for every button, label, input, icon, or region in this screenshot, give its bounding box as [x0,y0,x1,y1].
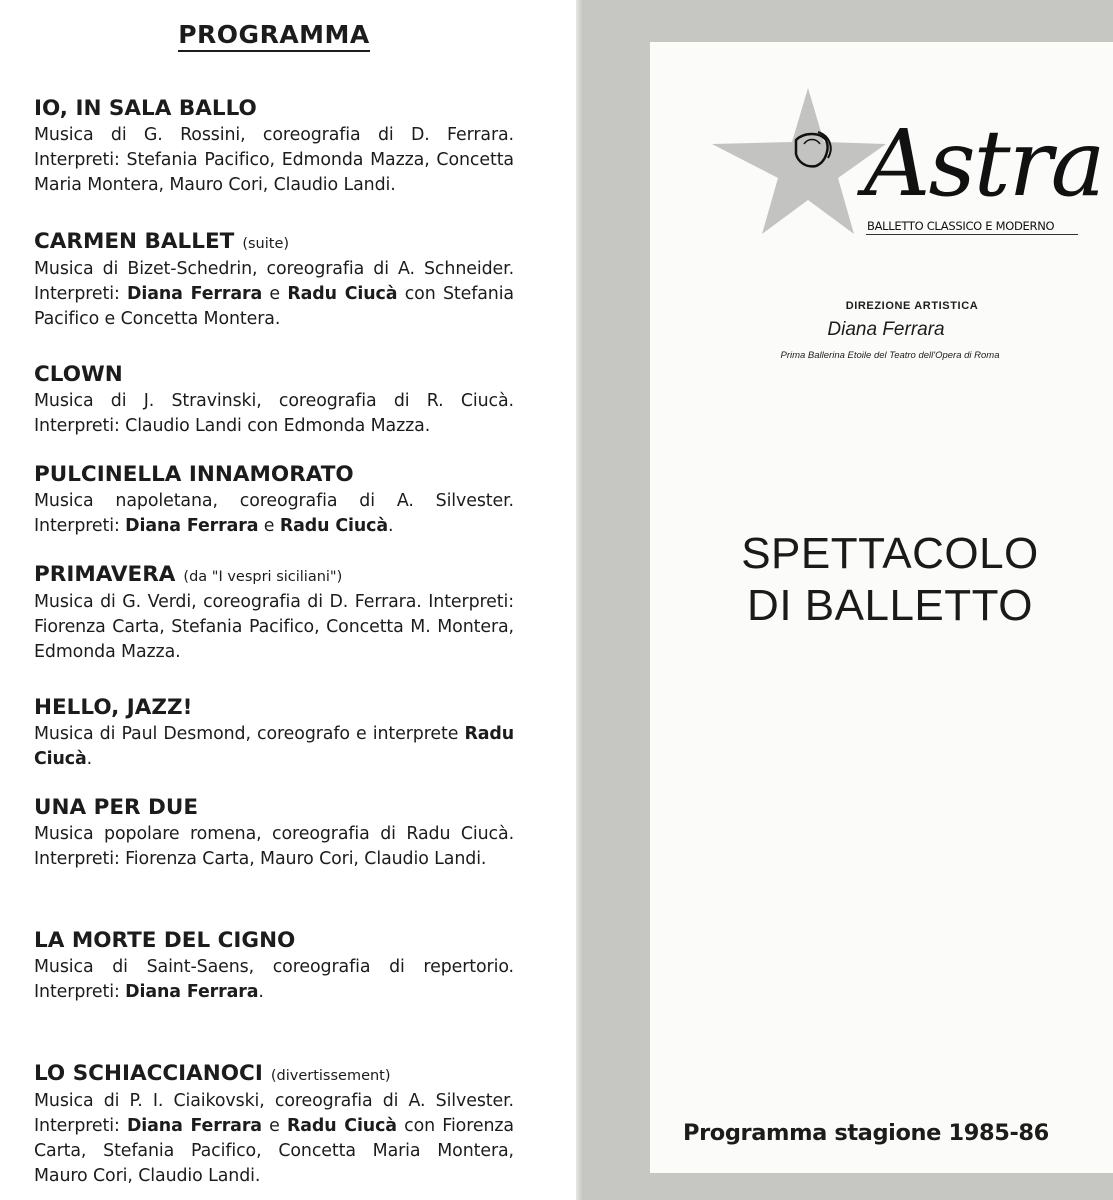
description-text: con Fiorenza Carta, Stefania Pacifico, Concetta Maria Montera, Mauro Cori, Claudio Landi. [34,1116,514,1186]
description-text: Musica di Saint-Saens, coreografia di repertorio. Interpreti: [34,957,514,1002]
performer-name: Radu Ciucà [34,724,514,769]
program-piece [34,362,514,462]
performer-name: Diana Ferrara [125,516,259,536]
program-piece [34,795,514,928]
program-piece [34,462,514,562]
piece-description [34,722,514,772]
piece-header [34,462,514,489]
description-text: Musica di Paul Desmond, coreografo e interprete [34,724,465,744]
performer-name: Radu Ciucà [287,284,398,304]
piece-header [34,362,514,389]
piece-title: CARMEN BALLET [34,229,235,254]
program-piece [34,695,514,795]
description-text: Musica di P. I. Ciaikovski, coreografia di A. Silvester. Interpreti: [34,1091,514,1136]
piece-header [34,1061,514,1089]
piece-title: IO, IN SALA BALLO [34,96,257,121]
description-text: con Stefania Pacifico e Concetta Montera. [34,284,514,329]
piece-header [34,96,514,123]
piece-header [34,229,514,257]
logo-wordmark: Astra [864,110,1104,217]
season-label: Programma stagione 1985-86 [683,1120,1049,1146]
description-text: e [261,1116,287,1136]
piece-description [34,1089,514,1189]
program-heading: PROGRAMMA [0,20,548,49]
show-title-line1: SPETTACOLO [741,529,1039,578]
piece-description [34,257,514,332]
piece-header [34,695,514,722]
piece-title: LO SCHIACCIANOCI [34,1061,263,1086]
direction-label: DIREZIONE ARTISTICA [845,300,979,312]
performer-name: Radu Ciucà [279,516,388,536]
piece-note: (divertissement) [270,1068,391,1084]
piece-title: CLOWN [34,362,123,387]
program-piece [34,229,514,362]
director-subtitle: Prima Ballerina Etoile del Teatro dell'Opera di Roma [780,350,1000,361]
piece-description [34,489,514,539]
show-title-line2: DI BALLETTO [747,581,1033,630]
program-list [34,96,514,1194]
piece-note: (suite) [242,236,290,252]
piece-title: PULCINELLA INNAMORATO [34,462,354,487]
description-text: Musica popolare romena, coreografia di Radu Ciucà. Interpreti: Fiorenza Carta, Mauro Cori, Claudio Landi. [34,824,514,869]
program-piece [34,562,514,695]
show-title [690,528,1090,632]
description-text: e [258,516,280,536]
description-text: e [262,284,288,304]
piece-title: UNA PER DUE [34,795,199,820]
piece-description [34,389,514,439]
piece-title: PRIMAVERA [34,562,176,587]
program-piece [34,96,514,229]
description-text: . [258,982,264,1002]
piece-description [34,955,514,1005]
description-text: Musica napoletana, coreografia di A. Silvester. Interpreti: [34,491,514,536]
logo-underline [866,234,1078,235]
piece-note: (da "I vespri siciliani") [183,569,343,585]
performer-name: Diana Ferrara [127,284,263,304]
piece-header [34,795,514,822]
piece-description [34,822,514,872]
piece-title: HELLO, JAZZ! [34,695,193,720]
performer-name: Diana Ferrara [126,1116,262,1136]
piece-title: LA MORTE DEL CIGNO [34,928,296,953]
piece-description [34,590,514,665]
performer-name: Diana Ferrara [125,982,259,1002]
description-text: . [86,749,93,769]
piece-header [34,928,514,955]
director-name: Diana Ferrara [827,319,945,340]
program-piece [34,928,514,1061]
description-text: Musica di Bizet-Schedrin, coreografia di A. Schneider. Interpreti: [34,259,514,304]
description-text: Musica di J. Stravinski, coreografia di R. Ciucà. Interpreti: Claudio Landi con Edmonda Mazza. [34,391,514,436]
description-text: . [387,516,394,536]
logo-subtitle: BALLETTO CLASSICO E MODERNO [867,219,1055,233]
program-piece [34,1061,514,1194]
piece-header [34,562,514,590]
description-text: Musica di G. Rossini, coreografia di D. Ferrara. Interpreti: Stefania Pacifico, Edmonda Mazza, Concetta Maria Montera, Mauro Cori, Claudio Landi. [34,125,514,195]
description-text: Musica di G. Verdi, coreografia di D. Ferrara. Interpreti: Fiorenza Carta, Stefania Pacifico, Concetta M. Montera, Edmonda Mazza. [34,592,514,662]
piece-description [34,123,514,198]
performer-name: Radu Ciucà [286,1116,397,1136]
